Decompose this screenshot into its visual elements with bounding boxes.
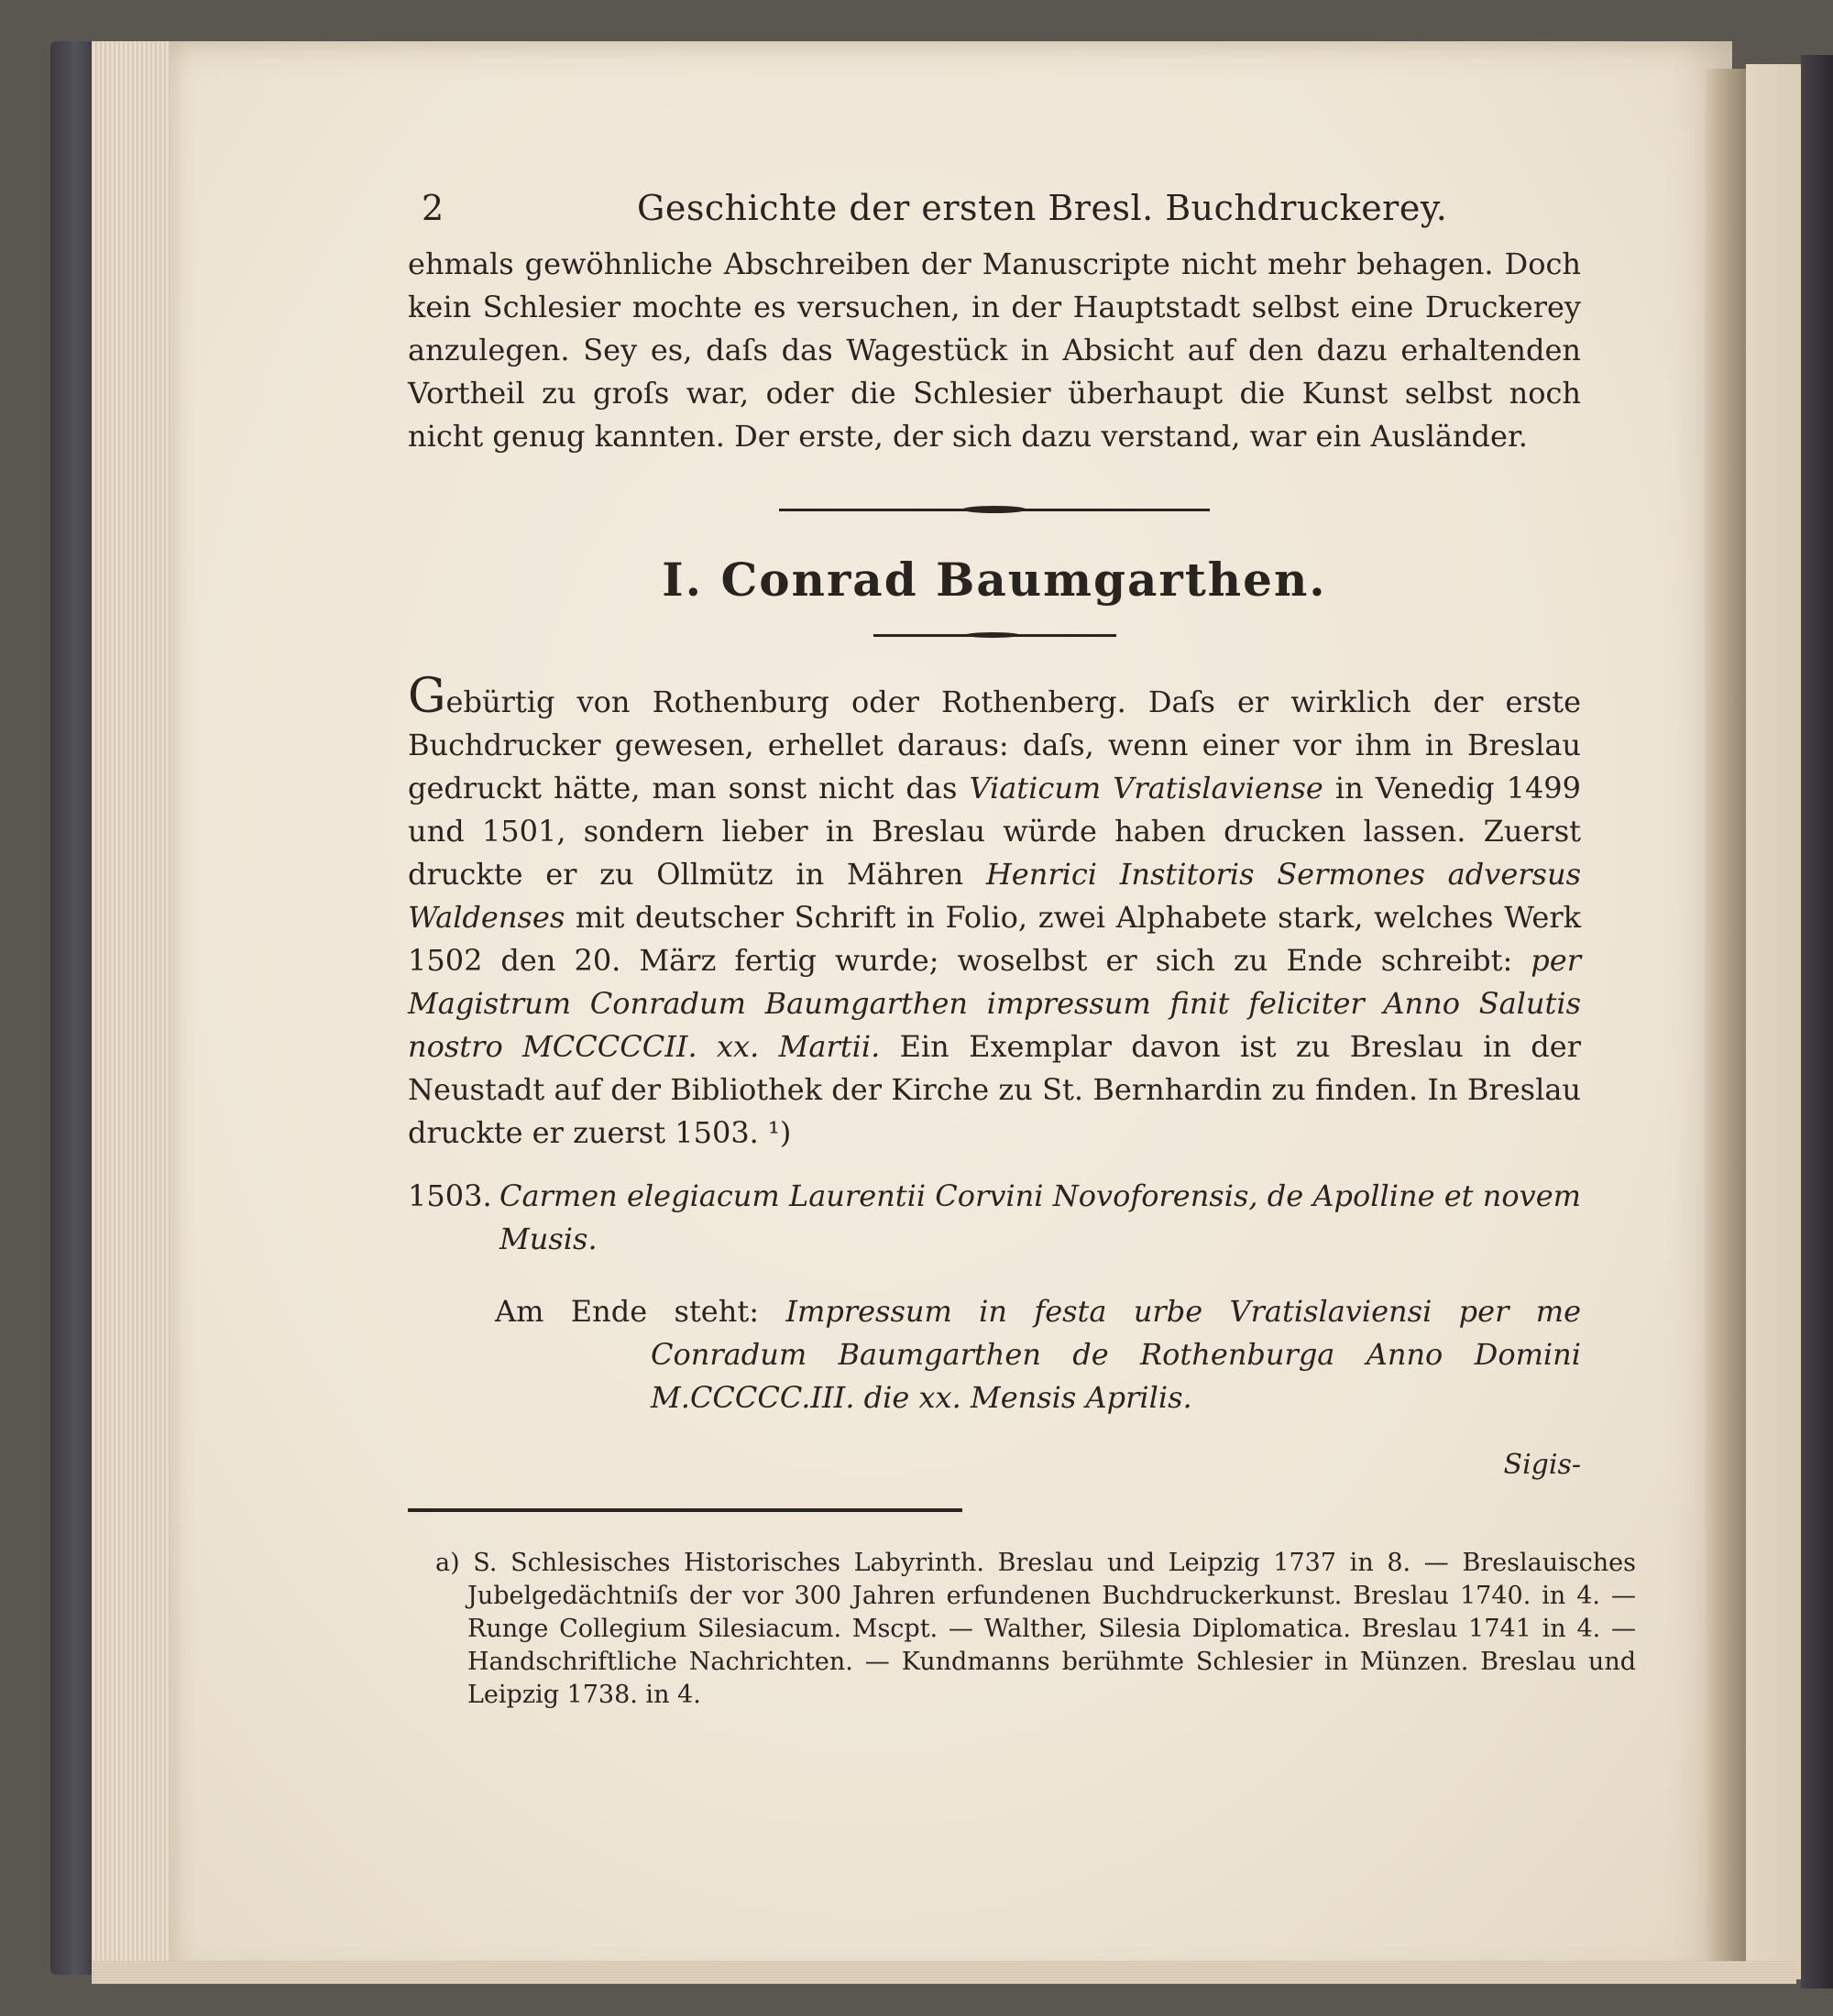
entry-work: Carmen elegiacum Laurentii Corvini Novoforensis, de Apolline et novem Musis. <box>499 1178 1581 1256</box>
catchword: Sigis- <box>1503 1449 1581 1481</box>
footnote: a) S. Schlesisches Historisches Labyrinth. Breslau und Leipzig 1737 in 8. — Breslauisches Jubelgedächtniſs der vor 300 Jahren erfundenen Buchdruckerkunst. Breslau 1740. in 4. — Runge Collegium Silesiacum. Mscpt. — Walther, Silesia Diplomatica. Breslau 1741 in 4. — Handschriftliche Nachrichten. — Kundmanns berühmte Schlesier in Münzen. Breslau und Leipzig 1738. in 4. <box>435 1549 1636 1709</box>
body-text-4: Ein Exemplar davon ist zu Breslau in der Neustadt auf der Bibliothek der Kirche zu St. Bernhardin zu finden. In Breslau druckte er zuerst 1503. ¹) <box>408 1029 1582 1150</box>
entry-year: 1503. <box>408 1178 492 1213</box>
colophon-text: Impressum in festa urbe Vratislaviensi per me Conradum Baumgarthen de Rothenburga Anno Domini M.CCCCC.III. die xx. Mensis Aprilis. <box>651 1294 1581 1415</box>
body-italic-1: Viaticum Vratislaviense <box>969 771 1323 805</box>
ornamental-rule-bottom <box>873 634 1116 637</box>
body-text-1: ebürtig von Rothenburg oder Rothenberg. Daſs er wirklich der erste Buchdrucker gewesen, erhellet daraus: daſs, wenn einer vor ihm in Breslau gedruckt hätte, man sonst nicht das <box>408 685 1581 805</box>
chapter-title: I. Conrad Baumgarthen. <box>662 553 1327 607</box>
colophon-label: Am Ende steht: <box>495 1294 786 1329</box>
body-italic-3: per Magistrum Conradum Baumgarthen impressum finit feliciter Anno Salutis nostro MCCCCCII. xx. Martii. <box>408 943 1581 1064</box>
bibliography-entry <box>408 1175 1581 1261</box>
drop-cap: G <box>408 669 446 724</box>
ornamental-rule-top <box>779 509 1210 511</box>
body-italic-2: Henrici Institoris Sermones adversus Waldenses <box>408 857 1581 935</box>
gutter-shadow <box>1705 69 1751 1975</box>
running-title: Geschichte der ersten Bresl. Buchdruckerey. <box>637 188 1448 228</box>
page-edges <box>92 41 174 1979</box>
running-head <box>408 179 1581 243</box>
page-number: 2 <box>422 188 445 228</box>
body-paragraph <box>408 669 1582 1155</box>
right-cover <box>1801 55 1833 1989</box>
bottom-page-edges <box>92 1961 1796 1984</box>
body-text-3: mit deutscher Schrift in Folio, zwei Alphabete stark, welches Werk 1502 den 20. März fertig wurde; woselbst er sich zu Ende schreibt: <box>408 900 1581 978</box>
page-content <box>408 179 1636 1737</box>
footnote-rule <box>408 1508 962 1512</box>
colophon <box>408 1290 1581 1419</box>
intro-paragraph: ehmals gewöhnliche Abschreiben der Manuscripte nicht mehr behagen. Doch kein Schlesier mochte es versuchen, in der Hauptstadt selbst eine Druckerey anzulegen. Sey es, daſs das Wagestück in Absicht auf den dazu erhaltenden Vortheil zu groſs war, oder die Schlesier überhaupt die Kunst selbst noch nicht genug kannten. Der erste, der sich dazu verstand, war ein Ausländer. <box>408 247 1581 454</box>
body-text-2: in Venedig 1499 und 1501, sondern lieber in Breslau würde haben drucken lassen. Zuerst druckte er zu Ollmütz in Mähren <box>408 771 1582 892</box>
